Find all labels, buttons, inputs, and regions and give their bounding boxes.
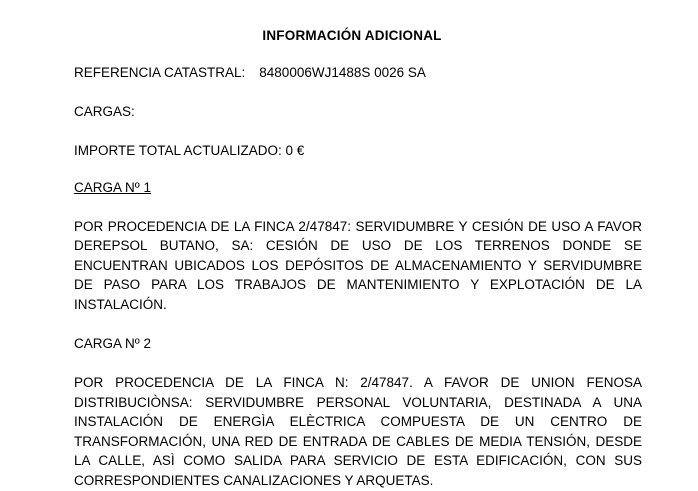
cadastral-reference-label: REFERENCIA CATASTRAL: xyxy=(74,65,246,80)
charge-1-heading xyxy=(74,180,642,197)
cadastral-reference-value: 8480006WJ1488S 0026 SA xyxy=(259,65,426,80)
charge-2-heading: CARGA Nº 2 xyxy=(74,336,151,352)
page-title: INFORMACIÓN ADICIONAL xyxy=(262,28,442,43)
charges-label: CARGAS: xyxy=(74,103,135,119)
charge-1-text: POR PROCEDENCIA DE LA FINCA 2/47847: SERVIDUMBRE Y CESIÓN DE USO A FAVOR DEREPSOL BUTANO, SA: CESIÓN DE USO DE LOS TERRENOS DONDE SE ENCUENTRAN UBICADOS LOS DEPÓSITOS DE ALMACENAMIENTO Y SERVIDUMBRE DE PASO PARA LOS TRABAJOS DE MANTENIMIENTO Y EXPLOTACIÓN DE LA INSTALACIÓN. xyxy=(74,218,642,312)
total-amount-line: IMPORTE TOTAL ACTUALIZADO: 0 € xyxy=(74,142,305,158)
cadastral-reference-row xyxy=(74,65,642,82)
charge-2-text: POR PROCEDENCIA DE LA FINCA N: 2/47847. A FAVOR DE UNION FENOSA DISTRIBUCIÒNSA: SERVIDUMBRE PERSONAL VOLUNTARIA, DESTINADA A UNA INSTALACIÓN DE ENERGÌA ELÈCTRICA COMPUESTA DE UN CENTRO DE TRANSFORMACIÓN, UNA RED DE ENTRADA DE CABLES DE MEDIA TENSIÓN, DESDE LA CALLE, ASÌ COMO SALIDA PARA SERVICIO DE ESTA EDIFICACIÓN, CON SUS CORRESPONDIENTES CANALIZACIONES Y ARQUETAS. xyxy=(74,375,642,488)
charge-1-heading-text: CARGA Nº 1 xyxy=(74,179,151,195)
